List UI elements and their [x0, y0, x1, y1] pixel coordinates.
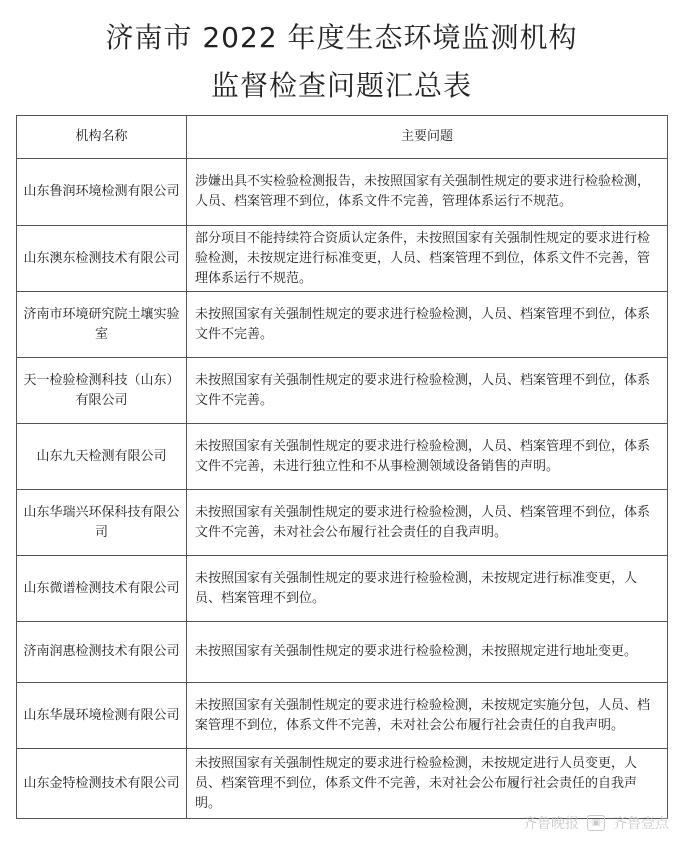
table-row — [17, 556, 668, 622]
org-name-cell: 山东九天检测有限公司 — [17, 424, 187, 490]
table-row — [17, 622, 668, 683]
issue-cell: 涉嫌出具不实检验检测报告，未按照国家有关强制性规定的要求进行检验检测，人员、档案管理不到位，体系文件不完善，管理体系运行不规范。 — [187, 159, 668, 226]
table-row — [17, 683, 668, 749]
issue-cell: 未按照国家有关强制性规定的要求进行检验检测，人员、档案管理不到位，体系文件不完善。 — [187, 292, 668, 358]
table-row — [17, 424, 668, 490]
org-name-cell: 济南润惠检测技术有限公司 — [17, 622, 187, 683]
watermark-brand-2: 齐鲁壹点 — [613, 816, 669, 832]
table-row — [17, 749, 668, 819]
org-name-cell: 山东金特检测技术有限公司 — [17, 749, 187, 819]
org-name-cell: 山东澳东检测技术有限公司 — [17, 226, 187, 292]
table-row — [17, 292, 668, 358]
table-header-row — [17, 116, 668, 159]
org-name-cell: 济南市环境研究院土壤实验室 — [17, 292, 187, 358]
org-name-cell: 天一检验检测科技（山东）有限公司 — [17, 358, 187, 424]
table-row — [17, 490, 668, 556]
table-row — [17, 159, 668, 226]
table-row — [17, 226, 668, 292]
issue-cell: 未按照国家有关强制性规定的要求进行检验检测，人员、档案管理不到位，体系文件不完善，未对社会公布履行社会责任的自我声明。 — [187, 490, 668, 556]
issue-cell: 未按照国家有关强制性规定的要求进行检验检测，未按照规定进行地址变更。 — [187, 622, 668, 683]
page-title-line-2: 监督检查问题汇总表 — [210, 69, 472, 102]
watermark-brand-1: 齐鲁晚报 — [523, 816, 579, 832]
page-title-line-1: 济南市 2022 年度生态环境监测机构 — [105, 21, 578, 54]
org-name-cell: 山东华瑞兴环保科技有限公司 — [17, 490, 187, 556]
org-name-cell: 山东微谱检测技术有限公司 — [17, 556, 187, 622]
issue-cell: 未按照国家有关强制性规定的要求进行检验检测，人员、档案管理不到位，体系文件不完善，未进行独立性和不从事检测领域设备销售的声明。 — [187, 424, 668, 490]
inspection-summary-table — [16, 115, 668, 819]
header-main-issues: 主要问题 — [187, 116, 668, 159]
app-logo-icon: ▣ — [587, 815, 605, 831]
watermark — [523, 813, 669, 833]
org-name-cell: 山东华晟环境检测有限公司 — [17, 683, 187, 749]
issue-cell: 未按照国家有关强制性规定的要求进行检验检测，人员、档案管理不到位，体系文件不完善。 — [187, 358, 668, 424]
header-org-name: 机构名称 — [17, 116, 187, 159]
issue-cell: 未按照国家有关强制性规定的要求进行检验检测，未按规定进行标准变更，人员、档案管理不到位。 — [187, 556, 668, 622]
table-row — [17, 358, 668, 424]
org-name-cell: 山东鲁润环境检测有限公司 — [17, 159, 187, 226]
issue-cell: 未按照国家有关强制性规定的要求进行检验检测，未按规定实施分包，人员、档案管理不到位，体系文件不完善，未对社会公布履行社会责任的自我声明。 — [187, 683, 668, 749]
issue-cell: 未按照国家有关强制性规定的要求进行检验检测，未按规定进行人员变更，人员、档案管理不到位，体系文件不完善，未对社会公布履行社会责任的自我声明。 — [187, 749, 668, 819]
issue-cell: 部分项目不能持续符合资质认定条件，未按照国家有关强制性规定的要求进行检验检测，未按规定进行标准变更，人员、档案管理不到位，体系文件不完善，管理体系运行不规范。 — [187, 226, 668, 292]
